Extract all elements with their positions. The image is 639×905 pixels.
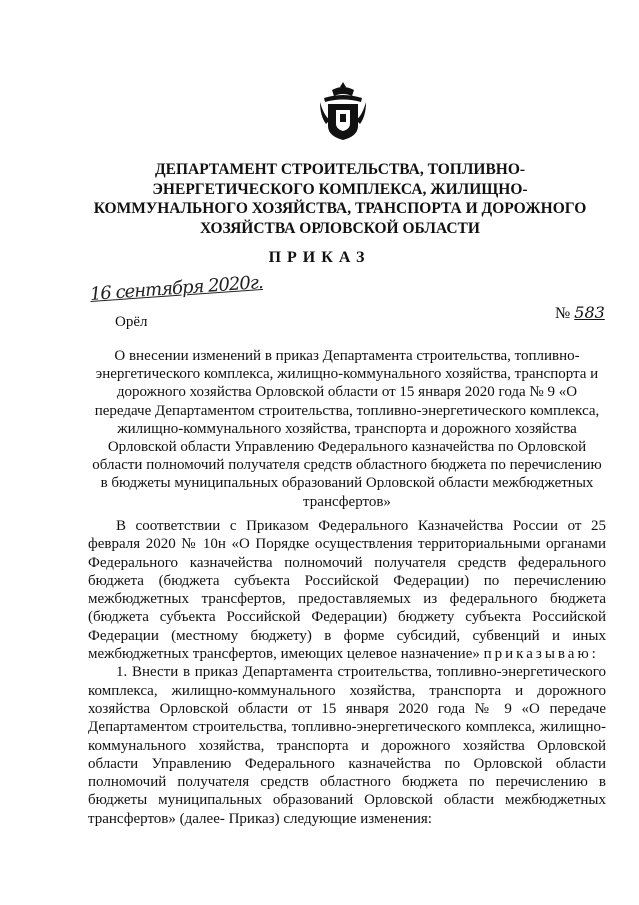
document-number xyxy=(555,303,605,323)
order-verb: приказываю: xyxy=(483,646,599,663)
order-body xyxy=(88,517,606,828)
item-1-paragraph: 1. Внести в приказ Департамента строительства, топливно-энергетического комплекса, жилищно-коммунального хозяйства, транспорта и дорожного хозяйства Орловской области от 15 января 2020 года № 9 «О передаче Департаментом строительства, топливно-энергетического комплекса, жилищно-коммунального хозяйства, транспорта и дорожного хозяйства Орловской области Управлению Федерального казначейства по Орловской области полномочий получателя средств областного бюджета по перечислению в бюджеты муниципальных образований Орловской области межбюджетных трансфертов» (далее- Приказ) следующие изменения: xyxy=(88,664,606,827)
preamble-text: В соответствии с Приказом Федерального Казначейства России от 25 февраля 2020 № 10н «О Порядке осуществления территориальными органами Федерального казначейства полномочий получателя средств федерального бюджета (бюджета субъекта Российской Федерации) по перечислению межбюджетных трансфертов, предоставляемых из федерального бюджета (бюджета субъекта Российской Федерации) бюджету субъекта Российской Федерации (местному бюджету) в форме субсидий, субвенций и иных межбюджетных трансфертов, имеющих целевое назначение» xyxy=(88,518,606,663)
number-value: 583 xyxy=(574,303,605,322)
handwritten-date: 16 сентября 2020г. xyxy=(89,271,264,305)
orel-coat-of-arms-icon xyxy=(318,80,368,142)
number-label: № xyxy=(555,305,571,322)
department-title: ДЕПАРТАМЕНТ СТРОИТЕЛЬСТВА, ТОПЛИВНО-ЭНЕРГЕТИЧЕСКОГО КОМПЛЕКСА, ЖИЛИЩНО-КОММУНАЛЬНОГО ХОЗЯЙСТВА, ТРАНСПОРТА И ДОРОЖНОГО ХОЗЯЙСТВА ОРЛОВСКОЙ ОБЛАСТИ xyxy=(93,161,587,237)
city-name: Орёл xyxy=(115,314,148,330)
order-subject: О внесении изменений в приказ Департамента строительства, топливно-энергетического комплекса, жилищно-коммунального хозяйства, транспорта и дорожного хозяйства Орловской области от 15 января 2020 года № 9 «О передаче Департаментом строительства, топливно-энергетического комплекса, жилищно-коммунального хозяйства, транспорта и дорожного хозяйства Орловской области Управлению Федерального казначейства по Орловской области полномочий получателя средств областного бюджета по перечислению в бюджеты муниципальных образований Орловской области межбюджетных трансфертов» xyxy=(92,348,602,510)
document-type-heading: ПРИКАЗ xyxy=(268,249,371,266)
preamble-paragraph xyxy=(88,517,606,663)
